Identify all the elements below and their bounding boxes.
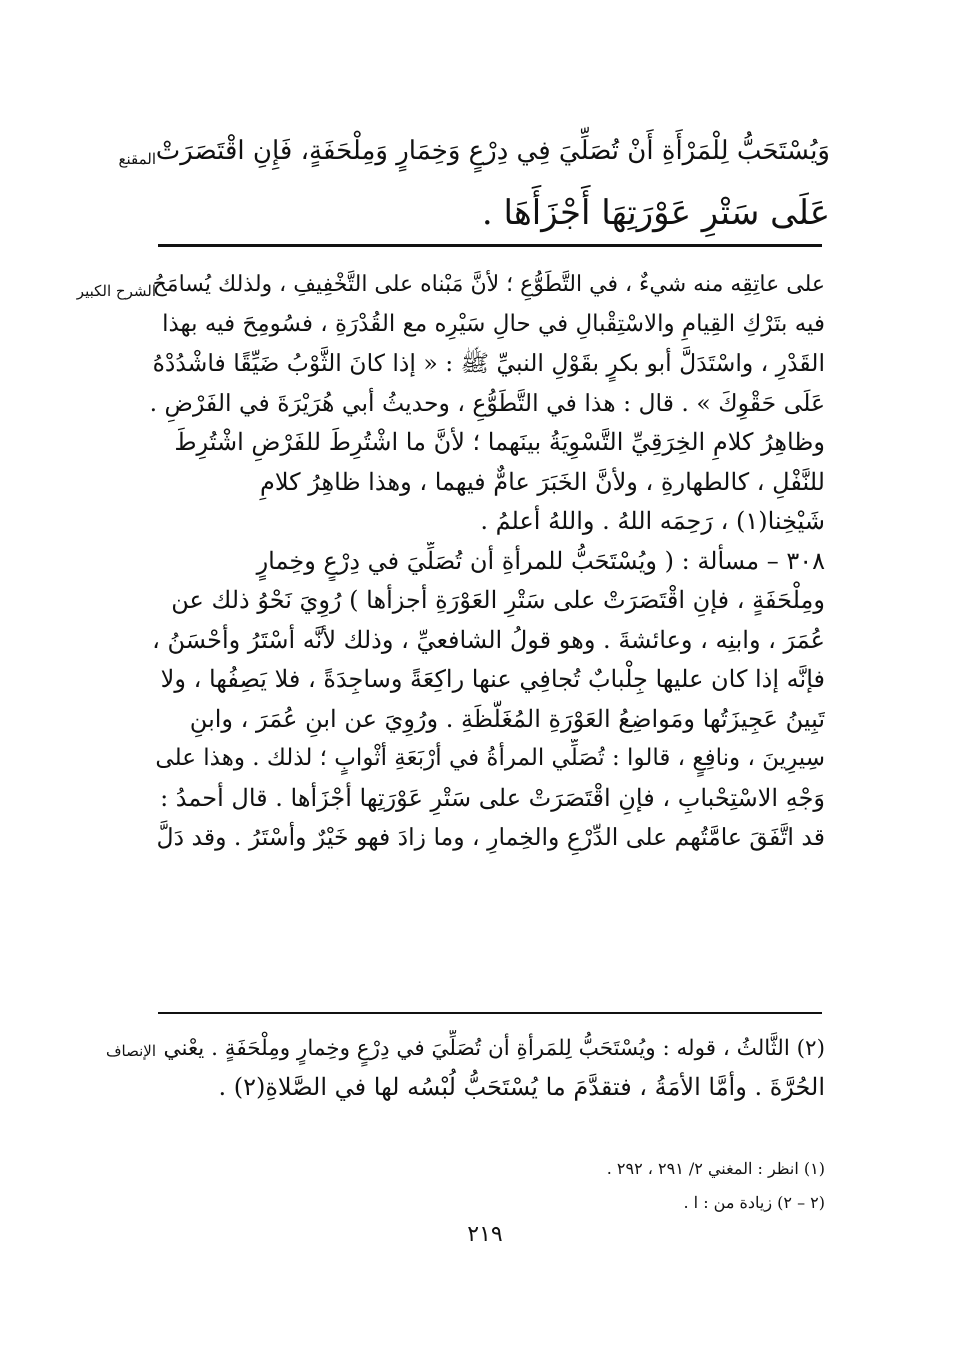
page-number: ٢١٩ bbox=[467, 1222, 503, 1247]
footnotes bbox=[420, 1152, 825, 1220]
insaf-text bbox=[150, 1030, 825, 1106]
text-line: شَيْخِنا(١) ، رَحِمَه اللهُ . واللهُ أعلمُ . bbox=[480, 507, 825, 535]
text-line: قد اتَّفَقَ عامَّتُهم على الدِّرْعِ والخِمارِ ، وما زادَ فهو خَيْرٌ وأسْتَرُ . وقد دَلَّ bbox=[156, 823, 825, 851]
notes-divider bbox=[158, 1012, 822, 1014]
text-line: الحُرَّةَ . وأمَّا الأمَةُ ، فتقدَّمَ ما يُسْتَحَبُّ لُبْسُه لها في الصَّلاةِ(٢) . bbox=[218, 1073, 825, 1101]
text-line: على عاتِقِه منه شيءٌ ، في التَّطَوُّعِ ؛ لأنَّ مَبْناه على التَّخْفِيفِ ، ولذلك يُسامَحُ bbox=[152, 272, 825, 297]
text-line: وظاهِرُ كلامِ الخِرَقِيِّ التَّسْوِيَةُ بينَهما ؛ لأنَّ ما اشْتُرِطَ للفَرْضِ اشْتُرِطَ bbox=[174, 428, 825, 456]
text-line: عُمَرَ ، وابنِه ، وعائشةَ . وهو قولُ الشافعيِّ ، وذلك لأنَّه أسْتَرُ وأحْسَنُ ، bbox=[152, 625, 825, 654]
text-line: فيه بتَرْكِ القِيامِ والاسْتِقْبالِ في حالِ سَيْرِه مع القُدْرَةِ ، فسُومِحَ فيه بهذا bbox=[162, 310, 825, 337]
text-line: تَبِينُ عَجِيزَتُها ومَواضِعُ العَوْرَةِ المُغَلَّظَةِ . ورُوِيَ عن ابنِ عُمَرَ ، وابنِ bbox=[189, 704, 825, 733]
text-line: عَلَى سَتْرِ عَوْرَتِهَا أَجْزَأَهَا . bbox=[481, 193, 830, 233]
insaf-margin-label: الإنصاف bbox=[105, 1042, 156, 1060]
text-line: سِيرِينَ ، ونافِعٍ ، قالوا : تُصَلِّي المرأةُ في أرْبَعَةِ أثْوابٍ ؛ لذلك . وهذا على bbox=[155, 745, 825, 771]
mugni-margin-label: المقنع bbox=[118, 150, 156, 168]
text-line: وَجْهِ الاسْتِحْبابِ ، فإنِ اقْتَصَرَتْ على سَتْرِ عَوْرَتِها أجْزَأها . قال أحمدُ : bbox=[160, 783, 825, 812]
footnote: (١) انظر : المغني ٢/ ٢٩١ ، ٢٩٢ . bbox=[606, 1159, 825, 1178]
text-line: القَدْرِ ، واسْتَدَلَّ أبو بكرٍ بقَوْلِ النبيِّ ﷺ : « إذا كانَ الثَّوْبُ ضَيِّقًا فاشْدُدْهُ bbox=[152, 349, 825, 377]
sharh-margin-label: الشرح الكبير bbox=[76, 282, 156, 300]
text-line: ومِلْحَفَةٍ ، فإنِ اقْتَصَرَتْ على سَتْرِ العَوْرَةِ أجزأها ) رُوِيَ نَحْوُ ذلك عن bbox=[171, 586, 825, 614]
footnote: (٢ – ٢) زيادة من : ا . bbox=[683, 1193, 825, 1212]
mugni-main-text bbox=[150, 120, 830, 244]
text-line: وَيُسْتَحَبُّ لِلْمَرْأَةِ أَنْ تُصَلِّيَ فِي دِرْعٍ وَخِمَارٍ وَمِلْحَفَةٍ، فَإِنِ اقْتَصَرَتْ bbox=[155, 136, 830, 166]
section-divider bbox=[158, 244, 822, 247]
text-line: للنَّفْلِ ، كالطهارةِ ، ولأنَّ الخَبَرَ عامٌّ فيهما ، وهذا ظاهِرُ كلامِ bbox=[260, 467, 825, 496]
text-line: فإنَّه إذا كان عليها جِلْبابٌ تُجافِي عنها راكِعَةً وساجِدَةً ، فلا يَصِفُها ، ولا bbox=[160, 665, 825, 693]
sharh-commentary-text bbox=[150, 265, 825, 858]
text-line: عَلَى حَقْوِكَ » . قال : هذا في التَّطَوُّعِ ، وحديثُ أبي هُرَيْرَةَ في الفَرْضِ . bbox=[150, 388, 825, 417]
text-line: (٢) الثَّالثُ ، قوله : ويُسْتَحَبُّ لِلمَرأةِ أن تُصَلِّيَ في دِرْعٍ وخِمارٍ ومِلْحَفَةٍ . يعْني bbox=[163, 1036, 825, 1061]
text-line: ٣٠٨ – مسألة : ( ويُسْتَحَبُّ للمرأةِ أن تُصَلِّيَ في دِرْعٍ وخِمارٍ bbox=[256, 546, 825, 575]
